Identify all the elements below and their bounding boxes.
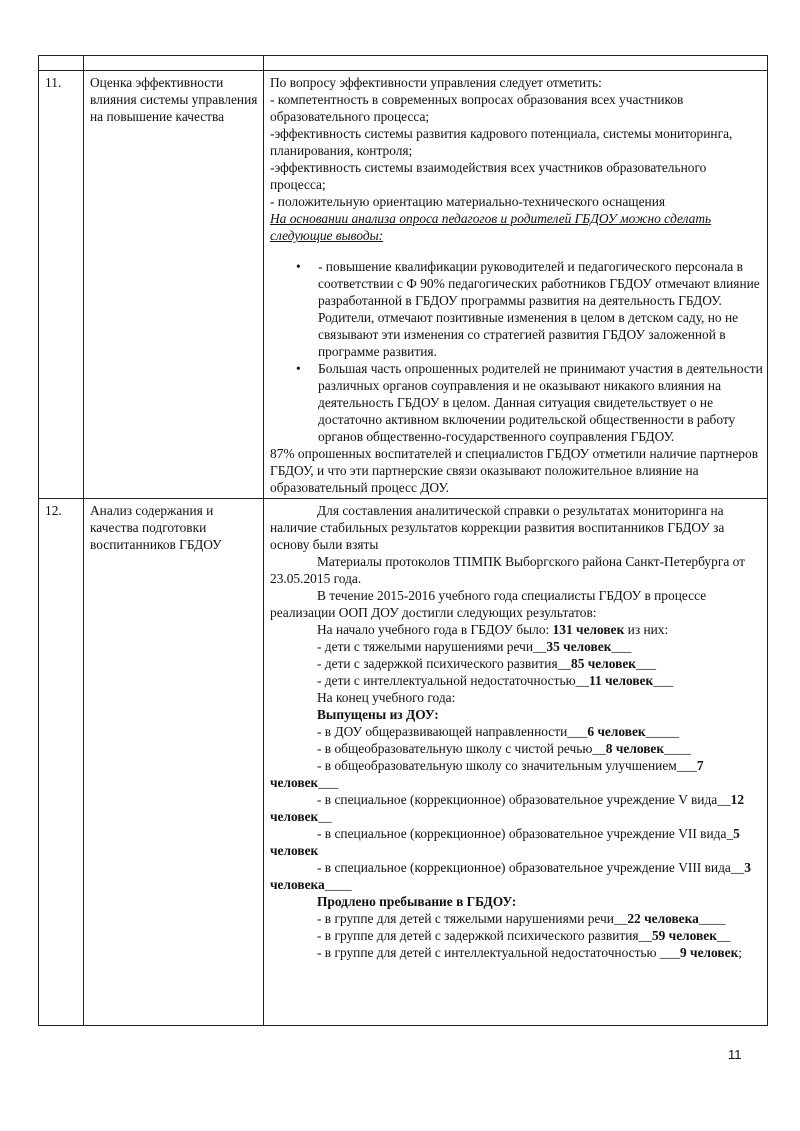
table-row-12 bbox=[39, 499, 768, 1026]
row-content bbox=[264, 71, 768, 499]
stat-line: - в группе для детей с интеллектуальной недостаточностью ___9 человек; bbox=[317, 945, 743, 960]
bullet-item: • - повышение квалификации руководителей и педагогического персонала в соответствии с Ф 90% педагогических работников ГБДОУ отмечают влияние разработанной в ГБДОУ программы развития на деятельность ГБДОУ. Родители, отмечают позитивные изменения в целом в детском саду, но не связывают эти изменения со стратегией развития ГБДОУ заложенной в программе развития. bbox=[318, 258, 763, 360]
extended-heading: Продлено пребывание в ГБДОУ: bbox=[317, 894, 517, 909]
table-header-row bbox=[39, 56, 768, 71]
intro-text: По вопросу эффективности управления следует отметить: bbox=[270, 75, 602, 90]
stat-line: - в группе для детей с задержкой психического развития__59 человек__ bbox=[317, 928, 731, 943]
row-number: 12. bbox=[39, 499, 84, 1026]
stat-line: - в общеобразовательную школу со значительным улучшением___7 человек___ bbox=[270, 758, 704, 790]
stat-line: - в ДОУ общеразвивающей направленности___6 человек_____ bbox=[317, 724, 680, 739]
stat-line: - дети с интеллектуальной недостаточностью__11 человек___ bbox=[317, 673, 674, 688]
end-year-label: На конец учебного года: bbox=[317, 690, 456, 705]
table-row-11 bbox=[39, 71, 768, 499]
row-number: 11. bbox=[39, 71, 84, 499]
list-item: - компетентность в современных вопросах образования всех участников образовательного процесса; bbox=[270, 92, 684, 124]
list-item: -эффективность системы развития кадрового потенциала, системы мониторинга, планирования, контроля; bbox=[270, 126, 733, 158]
row-title: Анализ содержания и качества подготовки воспитанников ГБДОУ bbox=[84, 499, 264, 1026]
page-number: 11 bbox=[728, 1047, 742, 1062]
paragraph: Для составления аналитической справки о результатах мониторинга на наличие стабильных результатов коррекции развития воспитанников ГБДОУ за основу были взяты bbox=[270, 503, 725, 552]
row-content bbox=[264, 499, 768, 1026]
stat-line: - дети с задержкой психического развития__85 человек___ bbox=[317, 656, 657, 671]
stat-line: - в специальное (коррекционное) образовательное учреждение VIII вида__3 человека____ bbox=[270, 860, 751, 892]
start-count: На начало учебного года в ГБДОУ было: 131 человек из них: bbox=[317, 622, 669, 637]
row-title: Оценка эффективности влияния системы управления на повышение качества bbox=[84, 71, 264, 499]
stat-line: - дети с тяжелыми нарушениями речи__35 человек___ bbox=[317, 639, 632, 654]
list-item: - положительную ориентацию материально-технического оснащения bbox=[270, 194, 666, 209]
report-table bbox=[38, 55, 768, 1026]
closing-text: 87% опрошенных воспитателей и специалистов ГБДОУ отметили наличие партнеров ГБДОУ, и что эти партнерские связи оказывают положительное влияние на образовательный процесс ДОУ. bbox=[270, 446, 759, 495]
paragraph: В течение 2015-2016 учебного года специалисты ГБДОУ в процессе реализации ООП ДОУ достигли следующих результатов: bbox=[270, 588, 707, 620]
list-item: -эффективность системы взаимодействия всех участников образовательного процесса; bbox=[270, 160, 707, 192]
stat-line: - в специальное (коррекционное) образовательное учреждение V вида__12 человек__ bbox=[270, 792, 745, 824]
conclusion-list bbox=[270, 258, 763, 445]
stat-line: - в общеобразовательную школу с чистой речью__8 человек____ bbox=[317, 741, 691, 756]
bullet-item: • Большая часть опрошенных родителей не принимают участия в деятельности различных органов соуправления и не оказывают никакого влияния на деятельность ГБДОУ в целом. Данная ситуация свидетельствует о не достаточно активном включении родительской общественности в работу органов общественно-государственного соуправления ГБДОУ. bbox=[318, 360, 763, 445]
conclusion-heading: На основании анализа опроса педагогов и родителей ГБДОУ можно сделать следующие выводы: bbox=[270, 211, 712, 243]
released-heading: Выпущены из ДОУ: bbox=[317, 707, 439, 722]
stat-line: - в специальное (коррекционное) образовательное учреждение VII вида_5 человек bbox=[270, 826, 740, 858]
stat-line: - в группе для детей с тяжелыми нарушениями речи__22 человека____ bbox=[317, 911, 726, 926]
paragraph: Материалы протоколов ТПМПК Выборгского района Санкт-Петербурга от 23.05.2015 года. bbox=[270, 554, 745, 586]
